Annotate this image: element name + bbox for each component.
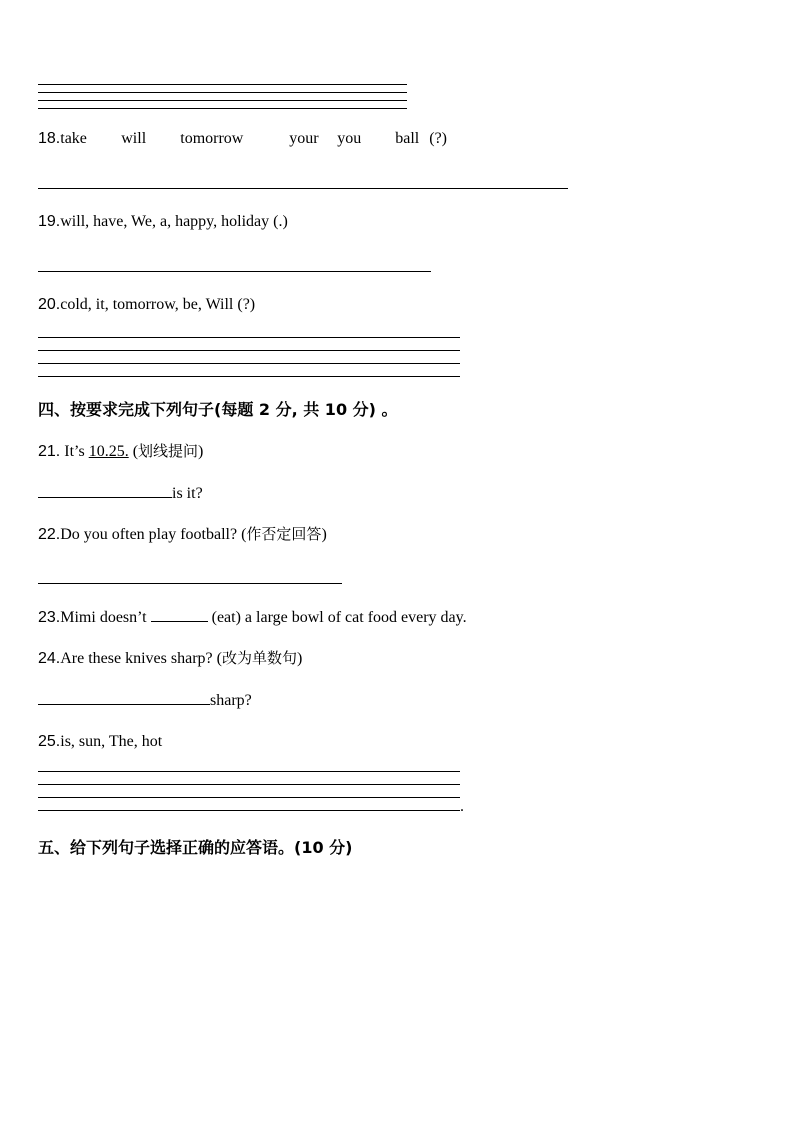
question-number: 21. [38,443,61,460]
question-number: 25. [38,733,61,750]
question-23 [38,607,467,628]
question-text: ) [198,443,204,460]
question-24 [38,648,302,669]
word: you [337,130,362,147]
question-number: 23. [38,609,61,626]
word: ball [395,130,420,147]
question-number: 18. [38,130,61,147]
answer-blank[interactable] [38,483,172,498]
question-text: Are these knives sharp? ( [60,650,222,667]
answer-24 [38,690,252,711]
word: will [121,130,147,147]
question-18 [38,129,447,149]
question-19 [38,212,288,232]
question-text: It’s [60,443,89,460]
word: your [289,130,319,147]
question-25 [38,732,162,752]
question-number: 19. [38,213,61,230]
instruction-text: 改为单数句 [221,649,297,667]
section-heading-four: 四、按要求完成下列句子(每题 2 分, 共 10 分) 。 [38,400,398,419]
word: tomorrow [180,130,244,147]
question-text: cold, it, tomorrow, be, Will (?) [60,296,256,313]
question-21 [38,441,203,462]
answer-blank[interactable] [38,690,210,705]
answer-line-18[interactable] [38,188,568,189]
answer-line-22[interactable] [38,583,342,584]
answer-blank[interactable] [151,607,208,622]
question-number: 22. [38,526,61,543]
instruction-text: 作否定回答 [246,525,322,543]
question-text: (eat) a large bowl of cat food every day. [207,609,467,626]
question-text: ) [321,526,327,543]
instruction-text: 划线提问 [138,442,199,460]
answer-suffix: is it? [172,485,203,502]
question-number: 24. [38,650,61,667]
question-text: ( [128,443,139,460]
writing-lines-top [38,84,407,116]
answer-line-19[interactable] [38,271,431,272]
word: take [60,130,87,147]
question-text: Do you often play football? ( [60,526,247,543]
question-text: Mimi doesn’t [60,609,151,626]
punctuation-hint: (?) [429,130,448,147]
question-text: will, have, We, a, happy, holiday (.) [60,213,288,230]
question-20 [38,295,255,315]
question-text: is, sun, The, hot [60,733,163,750]
answer-suffix: sharp? [210,692,252,709]
question-22 [38,524,327,545]
writing-lines-25[interactable] [38,771,460,818]
section-heading-five: 五、给下列句子选择正确的应答语。(10 分) [38,838,353,857]
question-text: ) [296,650,303,667]
writing-lines-20[interactable] [38,337,460,384]
underlined-part: 10.25. [88,443,129,460]
answer-21 [38,483,203,504]
end-mark: . [460,798,464,815]
question-number: 20. [38,296,61,313]
